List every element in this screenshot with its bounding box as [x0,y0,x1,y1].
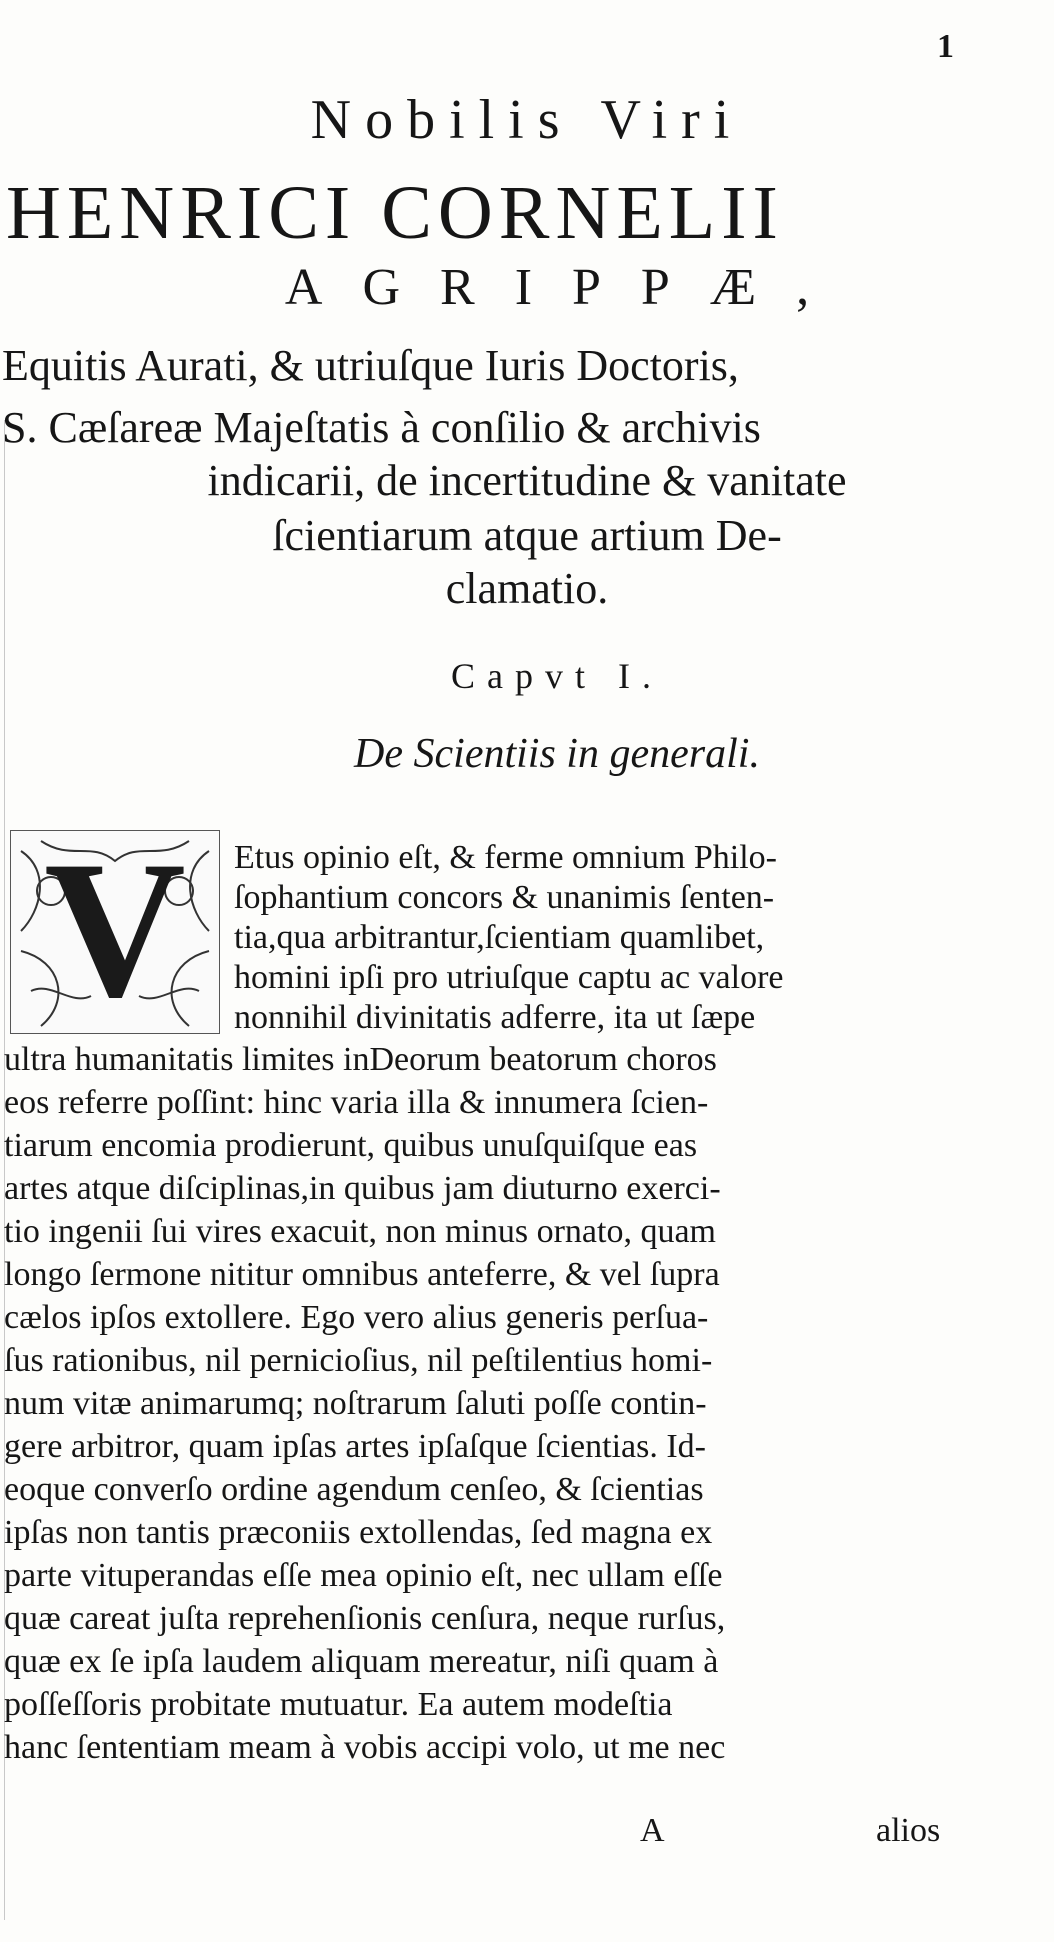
text-line: cælos ipſos extollere. Ego vero alius generis perſua- [4,1299,709,1336]
initial-letter: V [44,830,186,1034]
subtitle-line: clamatio. [445,564,609,613]
subtitle-line: indicarii, de incertitudine & vanitate [207,456,847,505]
text-line: ultra humanitatis limites inDeorum beatorum choros [4,1041,717,1078]
text-line: longo ſermone nititur omnibus anteferre, & vel ſupra [4,1256,720,1293]
chapter-subheading: De Scientiis in generali. [354,731,760,777]
text-line: tio ingenii ſui vires exacuit, non minus ornato, quam [4,1213,716,1250]
text-line: artes atque diſciplinas,in quibus jam diuturno exerci- [4,1170,721,1207]
text-line: tiarum encomia prodierunt, quibus unuſquiſque eas [4,1127,698,1164]
text-line: ſophantium concors & unanimis ſenten- [234,879,775,916]
subtitle-line: Equitis Aurati, & utriuſque Iuris Doctoris, [2,341,739,390]
text-line: homini ipſi pro utriuſque captu ac valore [234,959,784,996]
subtitle-line: S. Cæſareæ Majeſtatis à conſilio & archivis [2,403,761,452]
text-line: quæ ex ſe ipſa laudem aliquam mereatur, niſi quam à [4,1643,719,1680]
subtitle-line: ſcientiarum atque artium De- [272,511,782,560]
text-line: Etus opinio eſt, & ferme omnium Philo- [234,839,778,876]
title-line-3: AGRIPPÆ, [284,259,850,316]
text-line: eoque converſo ordine agendum cenſeo, & ſcientias [4,1471,704,1508]
text-line: gere arbitror, quam ipſas artes ipſaſque ſcientias. Id- [4,1428,706,1465]
text-line: tia,qua arbitrantur,ſcientiam quamlibet, [234,919,765,956]
page-number: 1 [937,28,954,65]
title-line-1: Nobilis Viri [310,89,744,151]
signature-mark: A [640,1812,665,1849]
text-line: poſſeſſoris probitate mutuatur. Ea autem modeſtia [4,1686,673,1723]
text-line: ipſas non tantis præconiis extollendas, ſed magna ex [4,1514,713,1551]
text-line: num vitæ animarumq; noſtrarum ſaluti poſſe contin- [4,1385,707,1422]
catchword: alios [876,1812,941,1849]
title-line-2: HENRICI CORNELII [6,171,784,255]
text-line: ſus rationibus, nil pernicioſius, nil peſtilentius homi- [4,1342,713,1379]
text-line: nonnihil divinitatis adferre, ita ut ſæpe [234,999,756,1036]
decorated-initial [10,830,220,1034]
text-line: parte vituperandas eſſe mea opinio eſt, nec ullam eſſe [4,1557,723,1594]
chapter-heading: Capvt I. [451,656,663,696]
text-line: quæ careat juſta reprehenſionis cenſura, neque rurſus, [4,1600,726,1637]
text-line: eos referre poſſint: hinc varia illa & innumera ſcien- [4,1084,709,1121]
text-line: hanc ſententiam meam à vobis accipi volo, ut me nec [4,1729,726,1766]
